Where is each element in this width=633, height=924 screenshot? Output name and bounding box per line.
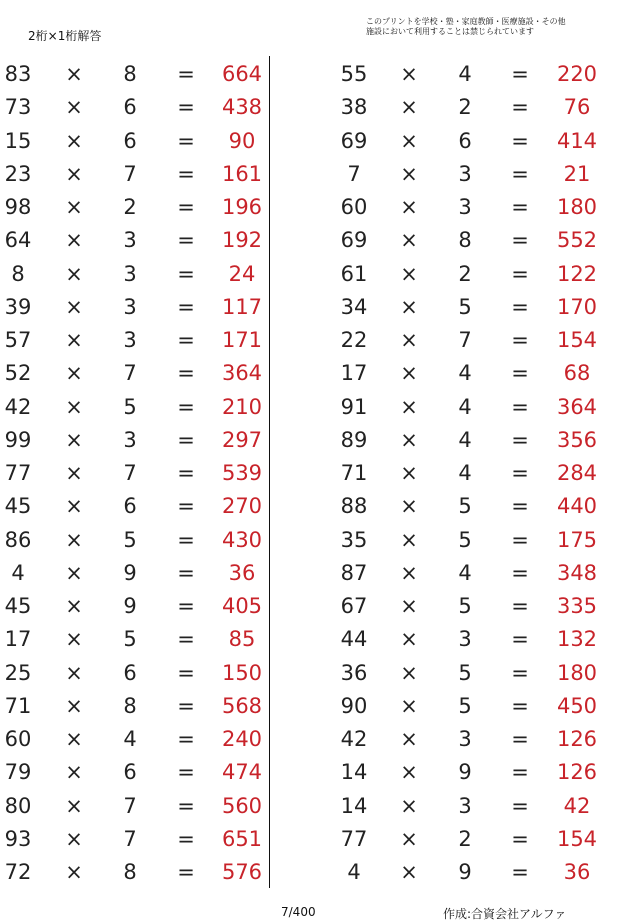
- equals-sign: =: [177, 727, 195, 751]
- multiplier: 4: [123, 727, 137, 751]
- times-sign: ×: [400, 461, 418, 485]
- times-sign: ×: [65, 727, 83, 751]
- multiplicand: 99: [4, 427, 32, 452]
- multiplicand: 67: [340, 594, 368, 618]
- equals-sign: =: [511, 261, 529, 286]
- equals-sign: =: [177, 427, 195, 452]
- times-sign: ×: [65, 195, 83, 219]
- multiplicand: 80: [4, 793, 32, 818]
- multiplier: 3: [458, 793, 472, 818]
- times-sign: ×: [65, 860, 83, 884]
- times-sign: ×: [400, 161, 418, 186]
- times-sign: ×: [400, 594, 418, 618]
- multiplier: 9: [458, 860, 472, 884]
- equals-sign: =: [511, 527, 529, 552]
- answer: 68: [563, 361, 591, 386]
- answer: 414: [556, 128, 598, 153]
- equals-sign: =: [511, 62, 529, 86]
- equals-sign: =: [511, 161, 529, 186]
- answer: 42: [563, 793, 591, 818]
- equals-sign: =: [177, 560, 195, 585]
- multiplier: 7: [123, 793, 137, 818]
- multiplicand: 15: [4, 128, 32, 153]
- answer: 180: [556, 660, 598, 685]
- answer: 154: [556, 826, 598, 851]
- multiplier: 4: [458, 560, 472, 585]
- equals-sign: =: [177, 760, 195, 785]
- multiplicand: 77: [4, 461, 32, 485]
- multiplicand: 45: [4, 594, 32, 618]
- equals-sign: =: [177, 95, 195, 120]
- equals-sign: =: [511, 793, 529, 818]
- multiplicand: 36: [340, 660, 368, 685]
- times-sign: ×: [400, 760, 418, 785]
- equals-sign: =: [177, 594, 195, 618]
- multiplier: 3: [123, 228, 137, 253]
- equals-sign: =: [511, 860, 529, 884]
- answer: 560: [221, 793, 263, 818]
- multiplier: 4: [458, 427, 472, 452]
- answer: 196: [221, 195, 263, 219]
- multiplicand: 14: [340, 760, 368, 785]
- multiplier: 5: [458, 693, 472, 718]
- multiplier: 9: [123, 560, 137, 585]
- times-sign: ×: [65, 261, 83, 286]
- times-sign: ×: [400, 95, 418, 120]
- multiplier: 5: [458, 527, 472, 552]
- multiplicand: 17: [4, 627, 32, 652]
- equals-sign: =: [511, 128, 529, 153]
- multiplier: 9: [458, 760, 472, 785]
- answer: 270: [221, 494, 263, 519]
- equals-sign: =: [177, 826, 195, 851]
- multiplicand: 71: [4, 693, 32, 718]
- multiplier: 4: [458, 461, 472, 485]
- times-sign: ×: [65, 660, 83, 685]
- answer: 297: [221, 427, 263, 452]
- equals-sign: =: [177, 627, 195, 652]
- multiplier: 8: [123, 62, 137, 86]
- multiplicand: 42: [340, 727, 368, 751]
- multiplier: 7: [123, 361, 137, 386]
- answer: 356: [556, 427, 598, 452]
- equals-sign: =: [511, 361, 529, 386]
- multiplier: 5: [458, 294, 472, 319]
- multiplier: 6: [123, 494, 137, 519]
- times-sign: ×: [400, 128, 418, 153]
- equals-sign: =: [177, 294, 195, 319]
- times-sign: ×: [400, 195, 418, 219]
- equals-sign: =: [177, 693, 195, 718]
- times-sign: ×: [400, 228, 418, 253]
- equals-sign: =: [511, 627, 529, 652]
- answer: 568: [221, 693, 263, 718]
- answer: 90: [228, 128, 256, 153]
- multiplicand: 98: [4, 195, 32, 219]
- times-sign: ×: [400, 294, 418, 319]
- multiplicand: 77: [340, 826, 368, 851]
- multiplier: 3: [123, 261, 137, 286]
- answer: 122: [556, 261, 598, 286]
- equals-sign: =: [511, 95, 529, 120]
- equals-sign: =: [177, 860, 195, 884]
- multiplier: 3: [458, 195, 472, 219]
- multiplier: 2: [458, 826, 472, 851]
- times-sign: ×: [65, 627, 83, 652]
- multiplicand: 57: [4, 328, 32, 352]
- equals-sign: =: [511, 727, 529, 751]
- multiplicand: 25: [4, 660, 32, 685]
- multiplier: 6: [123, 760, 137, 785]
- multiplicand: 45: [4, 494, 32, 519]
- multiplier: 5: [123, 527, 137, 552]
- multiplier: 6: [123, 95, 137, 120]
- multiplier: 8: [123, 693, 137, 718]
- times-sign: ×: [65, 361, 83, 386]
- multiplicand: 73: [4, 95, 32, 120]
- multiplier: 7: [458, 328, 472, 352]
- multiplicand: 87: [340, 560, 368, 585]
- multiplier: 4: [458, 361, 472, 386]
- equals-sign: =: [511, 560, 529, 585]
- answer: 576: [221, 860, 263, 884]
- answer: 36: [563, 860, 591, 884]
- equals-sign: =: [511, 461, 529, 485]
- answer: 240: [221, 727, 263, 751]
- times-sign: ×: [400, 361, 418, 386]
- multiplier: 8: [123, 860, 137, 884]
- multiplicand: 4: [11, 560, 25, 585]
- equals-sign: =: [177, 261, 195, 286]
- multiplicand: 55: [340, 62, 368, 86]
- equals-sign: =: [511, 826, 529, 851]
- usage-notice: このプリントを学校・塾・家庭教師・医療施設・その他 施設において利用することは禁じられています: [366, 17, 566, 36]
- answer: 154: [556, 328, 598, 352]
- multiplicand: 35: [340, 527, 368, 552]
- multiplier: 5: [123, 627, 137, 652]
- times-sign: ×: [400, 494, 418, 519]
- answer: 450: [556, 693, 598, 718]
- multiplicand: 8: [11, 261, 25, 286]
- multiplicand: 60: [4, 727, 32, 751]
- times-sign: ×: [65, 228, 83, 253]
- equals-sign: =: [177, 328, 195, 352]
- times-sign: ×: [400, 860, 418, 884]
- equals-sign: =: [511, 660, 529, 685]
- answer: 117: [221, 294, 263, 319]
- equals-sign: =: [511, 228, 529, 253]
- times-sign: ×: [65, 461, 83, 485]
- times-sign: ×: [400, 328, 418, 352]
- times-sign: ×: [400, 62, 418, 86]
- multiplicand: 34: [340, 294, 368, 319]
- times-sign: ×: [400, 727, 418, 751]
- credit-text: 作成:合資会社アルファ: [443, 907, 567, 921]
- multiplier: 5: [458, 594, 472, 618]
- multiplier: 3: [123, 328, 137, 352]
- equals-sign: =: [177, 361, 195, 386]
- times-sign: ×: [400, 560, 418, 585]
- multiplicand: 17: [340, 361, 368, 386]
- multiplicand: 91: [340, 394, 368, 419]
- multiplier: 6: [123, 128, 137, 153]
- multiplicand: 72: [4, 860, 32, 884]
- answer: 438: [221, 95, 263, 120]
- multiplicand: 93: [4, 826, 32, 851]
- multiplicand: 44: [340, 627, 368, 652]
- times-sign: ×: [65, 760, 83, 785]
- answer: 552: [556, 228, 598, 253]
- times-sign: ×: [65, 62, 83, 86]
- times-sign: ×: [400, 660, 418, 685]
- answer: 21: [563, 161, 591, 186]
- answer: 24: [228, 261, 256, 286]
- times-sign: ×: [65, 294, 83, 319]
- answer: 175: [556, 527, 598, 552]
- equals-sign: =: [177, 128, 195, 153]
- equals-sign: =: [177, 527, 195, 552]
- multiplicand: 69: [340, 128, 368, 153]
- answer: 192: [221, 228, 263, 253]
- times-sign: ×: [65, 328, 83, 352]
- answer: 440: [556, 494, 598, 519]
- page-number: 7/400: [281, 905, 316, 919]
- answer: 364: [221, 361, 263, 386]
- multiplicand: 79: [4, 760, 32, 785]
- times-sign: ×: [65, 427, 83, 452]
- answer: 150: [221, 660, 263, 685]
- multiplicand: 38: [340, 95, 368, 120]
- answer: 348: [556, 560, 598, 585]
- multiplier: 6: [458, 128, 472, 153]
- equals-sign: =: [177, 461, 195, 485]
- multiplicand: 23: [4, 161, 32, 186]
- times-sign: ×: [65, 394, 83, 419]
- multiplicand: 61: [340, 261, 368, 286]
- equals-sign: =: [511, 427, 529, 452]
- equals-sign: =: [511, 594, 529, 618]
- multiplier: 4: [458, 62, 472, 86]
- multiplier: 5: [458, 494, 472, 519]
- multiplier: 2: [123, 195, 137, 219]
- multiplier: 9: [123, 594, 137, 618]
- times-sign: ×: [400, 693, 418, 718]
- multiplier: 6: [123, 660, 137, 685]
- answer: 474: [221, 760, 263, 785]
- equals-sign: =: [177, 494, 195, 519]
- multiplier: 7: [123, 161, 137, 186]
- equals-sign: =: [177, 793, 195, 818]
- answer: 161: [221, 161, 263, 186]
- answer: 132: [556, 627, 598, 652]
- equals-sign: =: [511, 693, 529, 718]
- multiplicand: 90: [340, 693, 368, 718]
- times-sign: ×: [65, 560, 83, 585]
- equals-sign: =: [511, 328, 529, 352]
- answer: 539: [221, 461, 263, 485]
- times-sign: ×: [65, 527, 83, 552]
- equals-sign: =: [177, 161, 195, 186]
- multiplier: 5: [123, 394, 137, 419]
- answer: 171: [221, 328, 263, 352]
- answer: 335: [556, 594, 598, 618]
- equals-sign: =: [177, 394, 195, 419]
- multiplier: 3: [123, 427, 137, 452]
- equals-sign: =: [177, 228, 195, 253]
- equals-sign: =: [177, 62, 195, 86]
- answer: 651: [221, 826, 263, 851]
- multiplicand: 69: [340, 228, 368, 253]
- multiplier: 7: [123, 461, 137, 485]
- multiplier: 5: [458, 660, 472, 685]
- times-sign: ×: [65, 128, 83, 153]
- answer: 664: [221, 62, 263, 86]
- answer: 220: [556, 62, 598, 86]
- times-sign: ×: [65, 494, 83, 519]
- answer: 284: [556, 461, 598, 485]
- answer: 126: [556, 760, 598, 785]
- times-sign: ×: [65, 594, 83, 618]
- times-sign: ×: [400, 261, 418, 286]
- multiplier: 8: [458, 228, 472, 253]
- multiplier: 7: [123, 826, 137, 851]
- multiplicand: 14: [340, 793, 368, 818]
- multiplier: 2: [458, 95, 472, 120]
- answer: 405: [221, 594, 263, 618]
- times-sign: ×: [65, 95, 83, 120]
- multiplier: 3: [458, 627, 472, 652]
- answer: 85: [228, 627, 256, 652]
- equals-sign: =: [177, 660, 195, 685]
- multiplicand: 22: [340, 328, 368, 352]
- times-sign: ×: [400, 527, 418, 552]
- times-sign: ×: [400, 394, 418, 419]
- answer: 76: [563, 95, 591, 120]
- multiplier: 4: [458, 394, 472, 419]
- equals-sign: =: [511, 494, 529, 519]
- answer: 210: [221, 394, 263, 419]
- multiplier: 3: [458, 727, 472, 751]
- answer: 126: [556, 727, 598, 751]
- multiplier: 3: [458, 161, 472, 186]
- multiplicand: 7: [347, 161, 361, 186]
- equals-sign: =: [511, 195, 529, 219]
- times-sign: ×: [400, 627, 418, 652]
- answer: 36: [228, 560, 256, 585]
- multiplicand: 88: [340, 494, 368, 519]
- multiplicand: 60: [340, 195, 368, 219]
- times-sign: ×: [65, 793, 83, 818]
- equals-sign: =: [177, 195, 195, 219]
- multiplicand: 4: [347, 860, 361, 884]
- times-sign: ×: [400, 826, 418, 851]
- multiplicand: 42: [4, 394, 32, 419]
- multiplicand: 89: [340, 427, 368, 452]
- answer: 180: [556, 195, 598, 219]
- answer: 364: [556, 394, 598, 419]
- equals-sign: =: [511, 394, 529, 419]
- times-sign: ×: [65, 693, 83, 718]
- answer: 430: [221, 527, 263, 552]
- multiplier: 3: [123, 294, 137, 319]
- multiplier: 2: [458, 261, 472, 286]
- times-sign: ×: [65, 161, 83, 186]
- equals-sign: =: [511, 760, 529, 785]
- multiplicand: 52: [4, 361, 32, 386]
- multiplicand: 64: [4, 228, 32, 253]
- page-title: 2桁×1桁解答: [28, 29, 102, 43]
- times-sign: ×: [400, 793, 418, 818]
- equals-sign: =: [511, 294, 529, 319]
- times-sign: ×: [65, 826, 83, 851]
- answer: 170: [556, 294, 598, 319]
- multiplicand: 71: [340, 461, 368, 485]
- multiplicand: 39: [4, 294, 32, 319]
- times-sign: ×: [400, 427, 418, 452]
- multiplicand: 83: [4, 62, 32, 86]
- multiplicand: 86: [4, 527, 32, 552]
